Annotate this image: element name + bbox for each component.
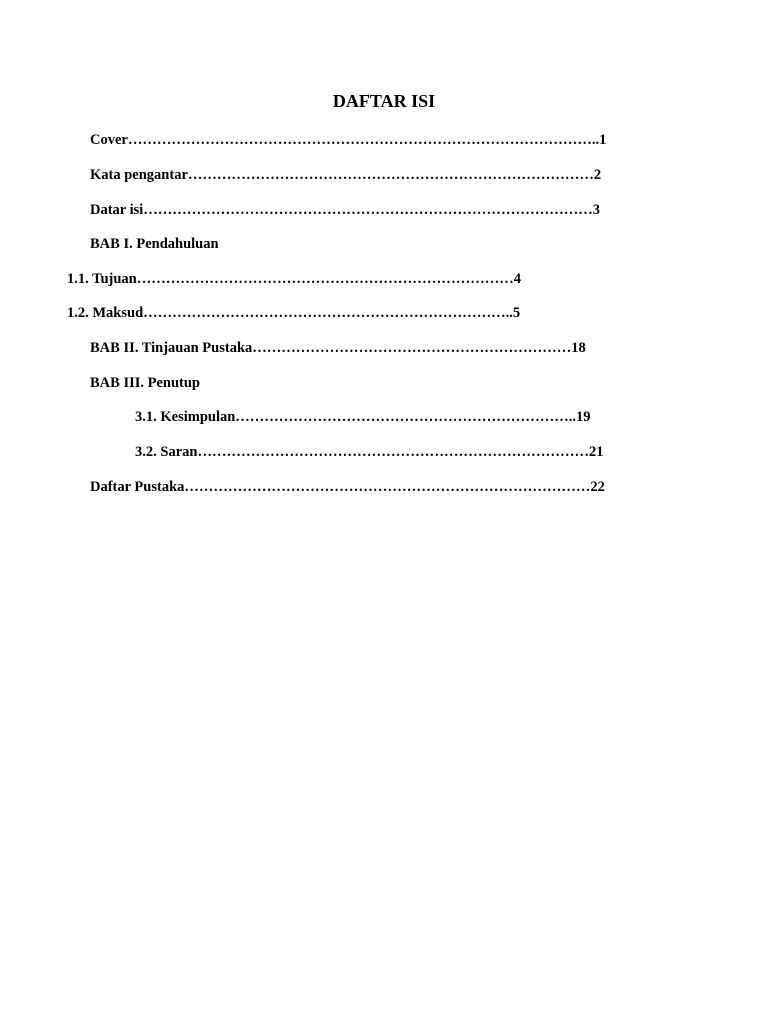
toc-entry-text: 3.2. Saran………………………………………………………………………21: [135, 444, 604, 460]
toc-entry-bab-1: [90, 235, 612, 253]
toc-entry-bab-3: [90, 374, 612, 392]
toc-entry-text: Cover……………………………………………………………………………………..1: [90, 132, 607, 148]
toc-entry-text: BAB III. Penutup: [90, 375, 200, 391]
toc-entry-saran: [135, 443, 612, 461]
toc-entry-text: 1.1. Tujuan……………………………………………………………………4: [67, 271, 521, 287]
toc-entry-text: Datar isi…………………………………………………………………………………3: [90, 202, 601, 218]
toc-entry-datar-isi: [90, 201, 612, 219]
toc-entry-tujuan: [67, 270, 543, 288]
toc-entry-cover: [90, 131, 612, 149]
page-title: DAFTAR ISI: [332, 91, 436, 111]
toc-entry-text: BAB II. Tinjauan Pustaka…………………………………………………………18: [90, 340, 586, 356]
toc-entry-text: 3.1. Kesimpulan……………………………………………………………..19: [135, 409, 591, 425]
toc-entry-text: Daftar Pustaka…………………………………………………………………………22: [90, 479, 605, 495]
toc-entry-kesimpulan: [135, 408, 612, 426]
toc-entry-text: Kata pengantar…………………………………………………………………………2: [90, 167, 602, 183]
toc-entry-kata-pengantar: [90, 166, 612, 184]
toc-entry-text: 1.2. Maksud…………………………………………………………………..5: [67, 305, 521, 321]
toc-entry-maksud: [67, 304, 543, 322]
toc-entry-daftar-pustaka: [90, 478, 612, 496]
toc-entry-bab-2: [90, 339, 612, 357]
toc-entry-text: BAB I. Pendahuluan: [90, 236, 219, 252]
